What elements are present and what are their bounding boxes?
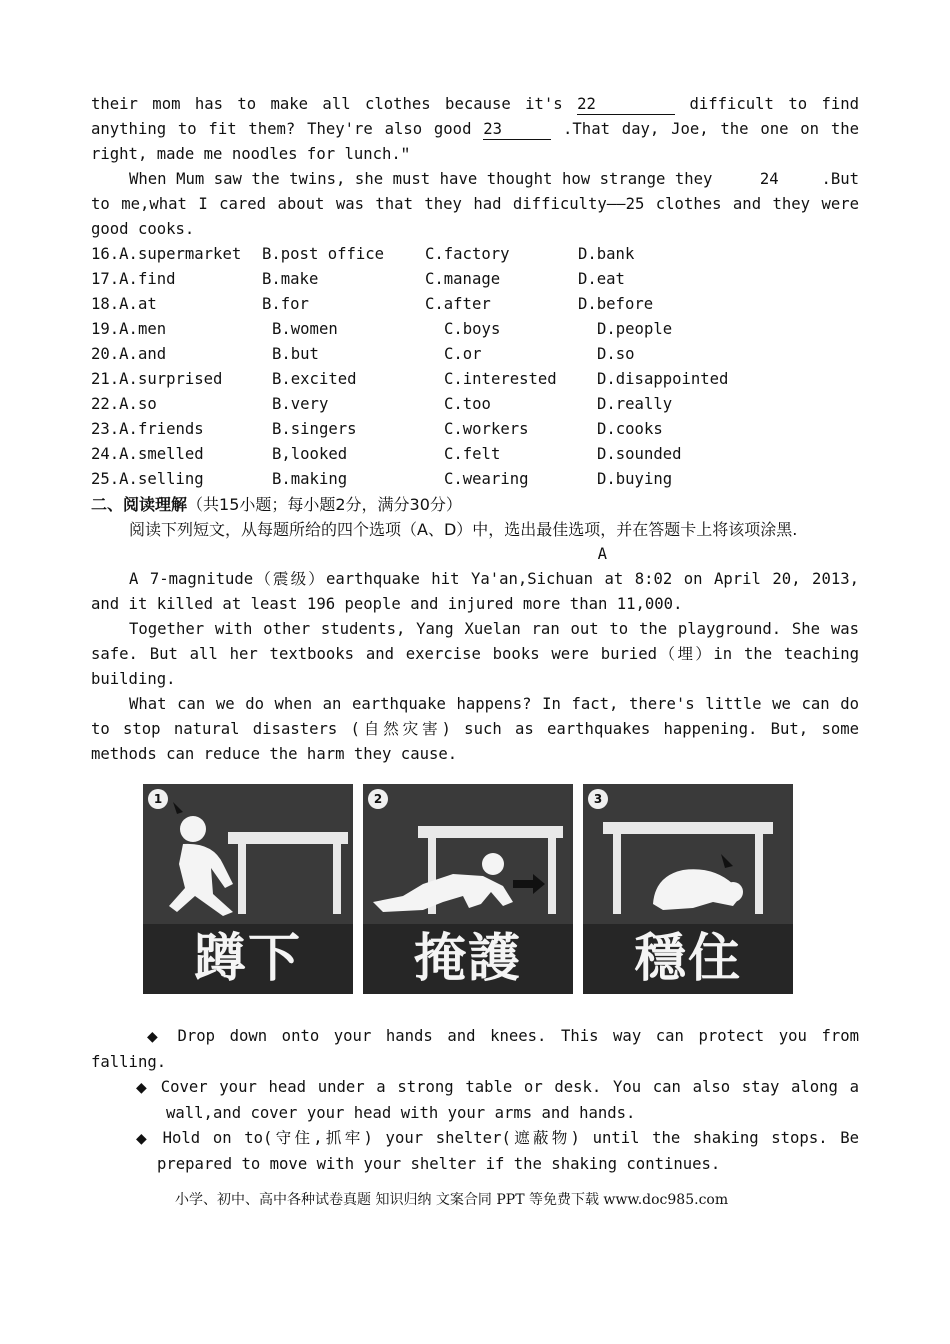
option-d: D.disappointed xyxy=(597,370,729,388)
earthquake-safety-figure xyxy=(143,784,793,994)
option-row: 19.A.men B.women C.boys D.people xyxy=(91,317,859,342)
section-scoring: （共15小题；每小题2分，满分30分） xyxy=(187,495,462,514)
passage-paragraph: What can we do when an earthquake happens? In fact, there's little we can do to stop natural disasters (自然灾害) such as earthquakes happening. But, some methods can reduce the harm they cause. xyxy=(91,695,859,763)
option-b: B.singers xyxy=(272,420,357,438)
options-list xyxy=(91,242,859,492)
option-d: D.buying xyxy=(597,470,673,488)
passage-label: A xyxy=(597,545,607,563)
option-c: C.after xyxy=(425,295,491,313)
option-row: 24.A.smelled B,looked C.felt D.sounded xyxy=(91,442,859,467)
passage-text: their mom has to make all clothes because it's xyxy=(91,95,563,113)
step-number: 2 xyxy=(368,789,388,809)
diamond-bullet-icon: ◆ xyxy=(147,1029,163,1045)
blank-23: 23 xyxy=(483,119,551,140)
section-heading: 二、阅读理解 xyxy=(91,495,188,514)
option-c: C.wearing xyxy=(444,470,529,488)
option-c: C.factory xyxy=(425,245,510,263)
crouching-person-icon xyxy=(143,784,353,924)
option-row: 22.A.so B.very C.too D.really xyxy=(91,392,859,417)
option-row: 20.A.and B.but C.or D.so xyxy=(91,342,859,367)
option-c: C.workers xyxy=(444,420,529,438)
option-b: B.women xyxy=(272,320,338,338)
passage-text: When Mum saw the twins, she must have thought how strange they xyxy=(129,170,713,188)
panel-cover xyxy=(363,784,573,994)
option-b: B,looked xyxy=(272,445,348,463)
option-b: B.post office xyxy=(262,245,385,263)
option-b: B.make xyxy=(262,270,319,288)
section-title xyxy=(91,492,859,517)
option-row: 18.A.at B.for C.after D.before xyxy=(91,292,859,317)
section-instruction: 阅读下列短文，从每题所给的四个选项（A、D）中，选出最佳选项，并在答题卡上将该项涂黑. xyxy=(129,520,798,539)
page-footer: 小学、初中、高中各种试卷真题 知识归纳 文案合同 PPT 等免费下载 www.doc985.com xyxy=(175,1192,729,1208)
step-number: 3 xyxy=(588,789,608,809)
passage-paragraph: A 7-magnitude（震级）earthquake hit Ya'an,Sichuan at 8:02 on April 20, 2013, and it killed at least 196 people and injured more than 11,000. xyxy=(91,570,859,613)
step-number: 1 xyxy=(148,789,168,809)
option-c: C.interested xyxy=(444,370,557,388)
option-row: 23.A.friends B.singers C.workers D.cooks xyxy=(91,417,859,442)
instruction-drop: ◆ Drop down onto your hands and knees. This way can protect you from falling. xyxy=(91,1027,859,1071)
passage-text: .That day, Joe, the one on the right, made me noodles for lunch.ʺ xyxy=(91,120,859,163)
panel-label: 掩護 xyxy=(363,924,573,994)
option-d: D.so xyxy=(597,345,635,363)
panel-hold-on xyxy=(583,784,793,994)
option-c: C.or xyxy=(444,345,482,363)
option-d: D.really xyxy=(597,395,673,413)
option-d: D.eat xyxy=(578,270,625,288)
panel-label: 穩住 xyxy=(583,924,793,994)
passage-text: clothes and they were good cooks. xyxy=(91,195,860,238)
option-c: C.boys xyxy=(444,320,501,338)
option-c: C.manage xyxy=(425,270,501,288)
panel-label: 蹲下 xyxy=(143,924,353,994)
option-c: C.felt xyxy=(444,445,501,463)
option-b: B.very xyxy=(272,395,329,413)
option-b: B.excited xyxy=(272,370,357,388)
option-row: 25.A.selling B.making C.wearing D.buying xyxy=(91,467,859,492)
option-d: D.bank xyxy=(578,245,635,263)
option-d: D.sounded xyxy=(597,445,682,463)
document-page xyxy=(91,92,859,1177)
option-c: C.too xyxy=(444,395,491,413)
instruction-hold-on: ◆ Hold on to(守住,抓牢) your shelter(遮蔽物) until the shaking stops. Be prepared to move with your shelter if the shaking continues. xyxy=(136,1129,859,1173)
passage-text: difficult to find anything to fit them? They're also good xyxy=(91,95,860,138)
option-b: B.but xyxy=(272,345,319,363)
safety-instructions xyxy=(91,1024,859,1177)
option-row: 16.A.supermarket B.post office C.factory D.bank xyxy=(91,242,859,267)
crawling-person-icon xyxy=(363,784,573,924)
diamond-bullet-icon: ◆ xyxy=(136,1080,150,1096)
option-b: B.for xyxy=(262,295,309,313)
panel-drop xyxy=(143,784,353,994)
passage-paragraph: Together with other students, Yang Xuelan ran out to the playground. She was safe. But all her textbooks and exercise books were buried（埋）in the teaching building. xyxy=(91,620,859,688)
sheltering-person-icon xyxy=(583,784,793,924)
diamond-bullet-icon: ◆ xyxy=(136,1131,151,1147)
option-row: 21.A.surprised B.excited C.interested D.disappointed xyxy=(91,367,859,392)
cloze-passage-paragraph xyxy=(91,167,859,242)
option-b: B.making xyxy=(272,470,348,488)
instruction-cover: ◆ Cover your head under a strong table or desk. You can also stay along a wall,and cover your head with your arms and hands. xyxy=(136,1078,859,1122)
cloze-passage-paragraph xyxy=(91,92,859,167)
blank-24: 24 xyxy=(759,170,779,188)
option-d: D.people xyxy=(597,320,673,338)
option-row: 17.A.find B.make C.manage D.eat xyxy=(91,267,859,292)
blank-22: 22 xyxy=(577,94,675,115)
option-d: D.before xyxy=(578,295,654,313)
passage-text: .But to me,what I cared about was that they had difficulty——25 xyxy=(91,170,859,213)
option-d: D.cooks xyxy=(597,420,663,438)
